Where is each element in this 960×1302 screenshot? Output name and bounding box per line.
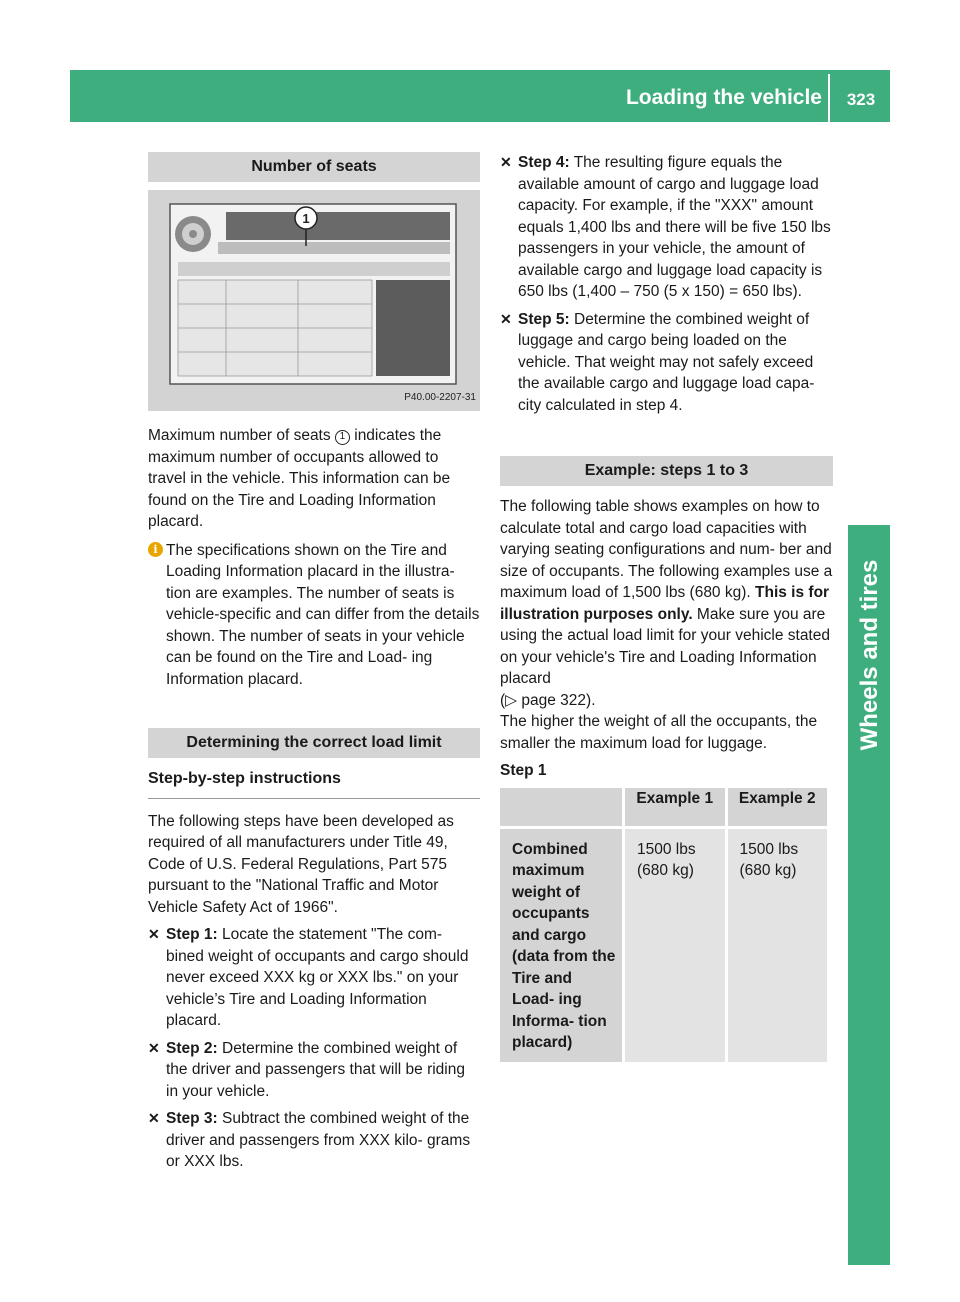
svg-text:1: 1 (302, 211, 310, 226)
step-5 (500, 309, 833, 417)
step-4 (500, 152, 833, 303)
chapter-tab-block (848, 1227, 890, 1265)
arrow-icon: ✕ (148, 1110, 160, 1126)
example-paragraph (500, 496, 833, 711)
ex2-kg: (680 kg) (739, 862, 797, 879)
example-text-b: Make sure you are using the actual load limit for your vehicle stated on your vehicle's Tire and Loading Information placard (500, 605, 830, 687)
step-1-label: Step 1: (166, 926, 218, 943)
example-table (497, 788, 830, 1062)
info-note (148, 540, 480, 691)
ex1-lbs: 1500 lbs (637, 840, 696, 858)
info-text: The specifications shown on the Tire and Loading Information placard in the illustra- tion are examples. The number of seats is vehicle-specific and can differ from the details shown. The number of seats in your vehicle can be found on the Tire and Load- ing Information placard. (166, 541, 480, 688)
table-row-label: Combined maximum weight of occupants and cargo (data from the Tire and Load- ing Informa- tion placard) (500, 829, 622, 1062)
section-heading-example: Example: steps 1 to 3 (500, 456, 833, 486)
step-3-label: Step 3: (166, 1110, 218, 1127)
arrow-icon: ✕ (500, 310, 512, 327)
chapter-tab-label: Wheels and tires (856, 559, 883, 751)
callout-marker: 1 (335, 430, 350, 445)
page-header (70, 70, 890, 122)
ex1-kg: (680 kg) (637, 862, 694, 879)
header-divider (828, 74, 830, 122)
example-bold: This is for illustration purposes only. (500, 584, 830, 623)
table-cell-example-2 (728, 829, 828, 1062)
section-heading-number-of-seats: Number of seats (148, 152, 480, 182)
arrow-icon: ✕ (500, 154, 512, 170)
table-header-example-1: Example 1 (625, 788, 725, 826)
example-text-a: The following table shows examples on how to calculate total and cargo load capacities with varying seating configurations and num- ber and size of occupants. The following examples use a maximum load of 1,500 lbs (680 kg). (500, 498, 833, 601)
step-2-label: Step 2: (166, 1039, 218, 1057)
arrow-icon: ✕ (148, 1039, 160, 1056)
table-header-row (500, 788, 827, 826)
ex2-lbs: 1500 lbs (739, 840, 799, 858)
sub-heading-instructions: Step-by-step instructions (148, 768, 480, 799)
step-5-label: Step 5: (518, 310, 570, 328)
table-header-example-2: Example 2 (728, 788, 828, 826)
step-1-text: Locate the statement "The com- bined weight of occupants and cargo should never exceed XXX kg or XXX lbs." on your vehicle’s Tire and Loading Information placard. (166, 926, 469, 1029)
seats-text-before: Maximum number of seats (148, 427, 335, 444)
intro-paragraph: The following steps have been developed as required of all manufacturers under Title 49, Code of U.S. Federal Regulations, Part 575 pursuant to the "National Traffic and Motor Vehicle Safety Act of 1966". (148, 812, 454, 916)
table-cell-example-1 (625, 829, 725, 1062)
header-title: Loading the vehicle (625, 86, 822, 109)
page-reference: (▷ page 322). (500, 691, 596, 709)
tire-placard-illustration (148, 190, 480, 411)
left-column (148, 152, 480, 1173)
step-4-text: The resulting figure equals the available amount of cargo and luggage load capacity. For example, if the "XXX" amount equals 1,400 lbs and there will be five 150 lbs passengers in your vehicle, the amount of available cargo and luggage load capacity is 650 lbs (1,400 – 750 (5 x 150) = 650 lbs). (518, 154, 831, 300)
step-4-label: Step 4: (518, 154, 570, 171)
tire-placard-figure (148, 190, 480, 411)
step-2-text: Determine the combined weight of the driver and passengers that will be riding in your vehicle. (166, 1039, 465, 1100)
step-5-text: Determine the combined weight of luggage and cargo being loaded on the vehicle. That weight may not safely exceed the available cargo and luggage load capa- city calculated in step 4. (518, 310, 815, 414)
info-icon: i (148, 542, 163, 557)
step-1 (148, 924, 480, 1032)
right-column (500, 152, 833, 1062)
arrow-icon: ✕ (148, 926, 160, 942)
figure-code: P40.00-2207-31 (404, 391, 476, 403)
step-3 (148, 1108, 480, 1173)
step-2 (148, 1038, 480, 1103)
weight-paragraph: The higher the weight of all the occupants, the smaller the maximum load for luggage. (500, 713, 818, 752)
step-heading-label: Step 1 (500, 762, 547, 779)
section-heading-load-limit: Determining the correct load limit (148, 728, 480, 758)
seats-paragraph (148, 425, 480, 533)
table-row (500, 829, 827, 1062)
step-3-text: Subtract the combined weight of the driver and passengers from XXX kilo- grams or XXX lbs. (166, 1110, 471, 1170)
seats-text-after: indicates the maximum number of occupants allowed to travel in the vehicle. This information can be found on the Tire and Loading Information placard. (148, 427, 451, 530)
table-header-blank (500, 788, 622, 826)
page-number: 323 (846, 90, 876, 109)
step-heading (500, 760, 833, 782)
